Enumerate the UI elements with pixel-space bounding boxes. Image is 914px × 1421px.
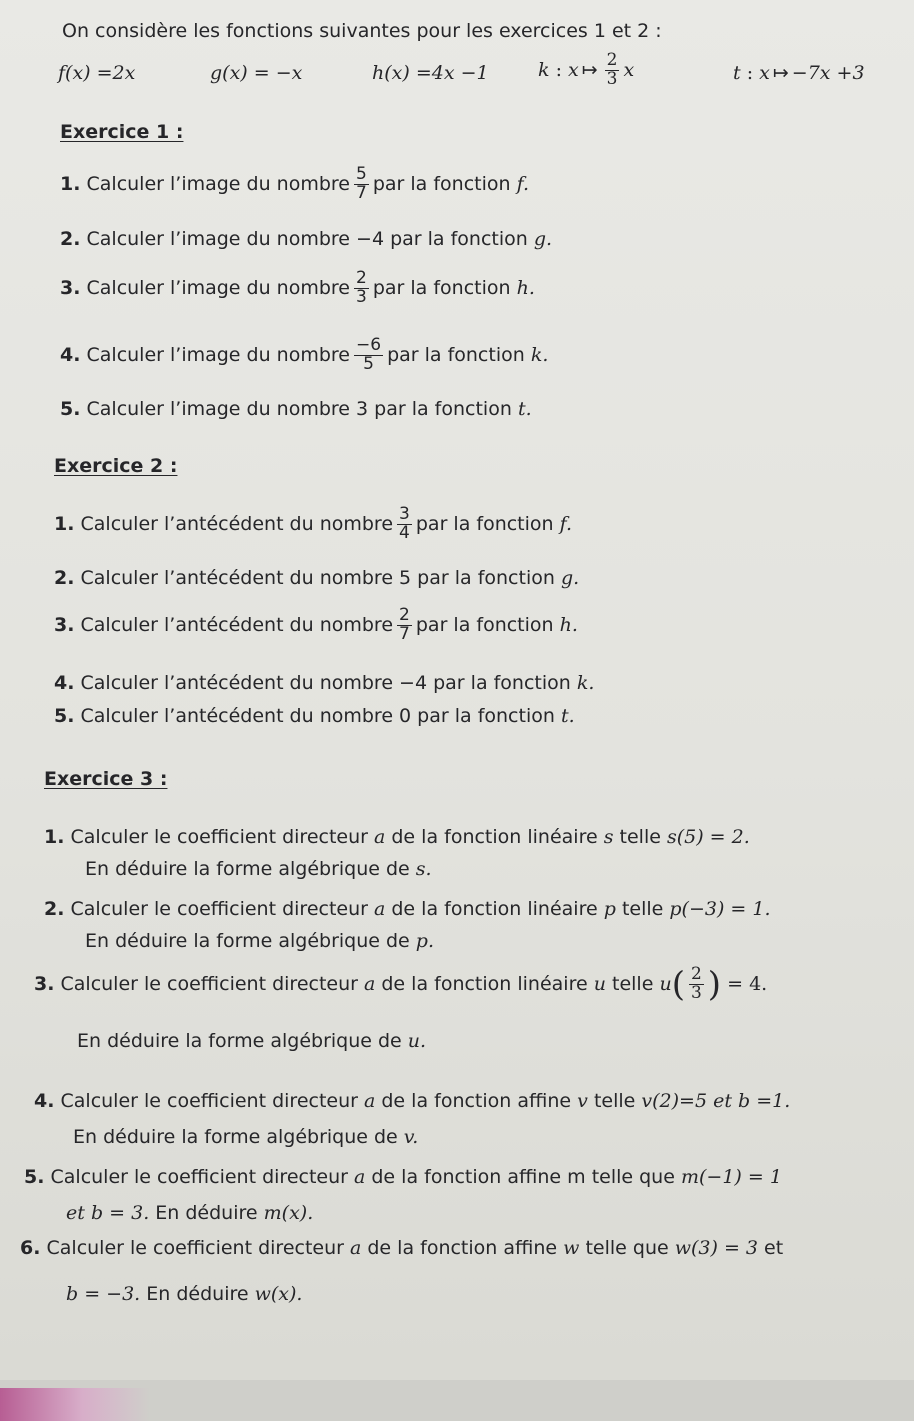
ex3-q1-mid: de la fonction linéaire: [391, 826, 598, 848]
g-rhs: −x: [275, 62, 303, 84]
ex3-q1-cond: s(5) = 2.: [666, 826, 750, 848]
function-k: [538, 52, 634, 89]
ex3-q3-mid: de la fonction linéaire: [381, 972, 588, 995]
ex3-q6-line2-b: b = −3.: [66, 1283, 141, 1305]
ex2-q1-num: 1.: [54, 512, 75, 535]
ex2-q3-before: Calculer l’antécédent du nombre: [80, 613, 394, 636]
ex2-q3-after: par la fonction: [415, 613, 554, 636]
ex3-q5-text: Calculer le coefficient directeur: [50, 1166, 348, 1188]
ex3-q3-cond-rest: = 4.: [727, 972, 768, 995]
ex1-q4-before: Calculer l’image du nombre: [86, 343, 350, 366]
ex3-q2-fn: p: [603, 898, 616, 920]
ex2-title: Exercice 2 :: [54, 455, 178, 477]
ex1-q3-frac-den: 3: [356, 286, 367, 307]
ex3-q4-mid: de la fonction affine: [381, 1090, 572, 1112]
ex3-q5-mid: de la fonction affine m telle que: [371, 1166, 675, 1188]
ex3-q5-line2-text: En déduire: [155, 1202, 258, 1224]
ex1-q1-frac-num: 5: [356, 164, 367, 184]
t-sep: :: [746, 62, 754, 84]
ex3-q4-telle: telle: [593, 1090, 636, 1112]
f-eq: =: [96, 62, 113, 84]
ex2-q1-frac-num: 3: [399, 504, 410, 524]
f-rhs: 2x: [112, 62, 136, 84]
ex3-q4: [34, 1090, 790, 1112]
ex3-q4-cond: v(2)=5: [641, 1090, 708, 1112]
ex3-q6-line2-expr: w(x).: [254, 1283, 303, 1305]
k-sep: :: [555, 58, 562, 81]
ex1-q3-after: par la fonction: [372, 276, 511, 299]
ex3-q3: [34, 966, 767, 1003]
ex1-q3-before: Calculer l’image du nombre: [86, 276, 350, 299]
ex3-q4-fn: v: [577, 1090, 588, 1112]
ex3-q5-line2-expr: m(x).: [263, 1202, 314, 1224]
ex1-q1: [60, 166, 529, 203]
ex3-q2-telle: telle: [621, 898, 664, 920]
left-paren: (: [671, 964, 685, 1005]
k-var: x: [568, 58, 579, 81]
ex1-q4-after: par la fonction: [387, 343, 525, 366]
ex3-q4-text: Calculer le coefficient directeur: [60, 1090, 358, 1112]
ex2-q5-num: 5.: [54, 705, 75, 727]
ex3-q1-line2: [85, 858, 432, 880]
function-g: [210, 62, 302, 84]
h-lhs: h(x): [372, 62, 410, 84]
ex3-q2-a: a: [374, 898, 386, 920]
ex3-q1-line2-text: En déduire la forme algébrique de: [85, 858, 410, 880]
ex3-q6: [20, 1237, 783, 1259]
ex1-q4-frac-den: 5: [363, 353, 374, 374]
ex3-q3-line2: [77, 1030, 426, 1052]
ex2-q5: [54, 705, 575, 727]
ex2-q4-fn: k.: [576, 672, 595, 694]
ex2-q2-fn: g.: [560, 567, 580, 589]
f-lhs: f(x): [58, 62, 91, 84]
ex1-q2-num: 2.: [60, 228, 81, 250]
ex3-q1-line2-fn: s.: [415, 858, 432, 880]
ex2-q1-before: Calculer l’antécédent du nombre: [80, 512, 394, 535]
g-eq: =: [253, 62, 270, 84]
ex3-q6-fn: w: [563, 1237, 580, 1259]
ex3-q2-cond: p(−3) = 1.: [669, 898, 771, 920]
ex1-q4-frac-num: −6: [356, 335, 382, 355]
ex1-q4-num: 4.: [60, 343, 81, 366]
ex2-q1-fn: f.: [559, 512, 573, 535]
ex2-q2-text: Calculer l’antécédent du nombre 5 par la fonction: [80, 567, 555, 589]
ex3-q5-a: a: [354, 1166, 366, 1188]
intro-text: On considère les fonctions suivantes pour les exercices 1 et 2 :: [62, 20, 662, 42]
ex3-q6-text: Calculer le coefficient directeur: [46, 1237, 344, 1259]
ex3-q5-line2-b: b = 3.: [90, 1202, 150, 1224]
ex2-q3-frac-num: 2: [399, 605, 410, 625]
ex3-q3-frac-den: 3: [690, 982, 702, 1003]
h-eq: =: [415, 62, 432, 84]
ex1-q1-fraction: [354, 166, 369, 203]
ex1-q5-text: Calculer l’image du nombre 3 par la fonction: [86, 398, 512, 420]
h-rhs: 4x −1: [431, 62, 489, 84]
t-name: t: [733, 62, 741, 84]
ex3-q6-line2: [66, 1283, 302, 1305]
k-frac-num: 2: [606, 50, 618, 70]
k-frac-den: 3: [606, 68, 618, 89]
ex3-q6-et: et: [764, 1237, 784, 1259]
ex2-q5-fn: t.: [560, 705, 575, 727]
ex3-q2: [44, 898, 771, 920]
ex1-q3-fn: h.: [516, 276, 535, 299]
ex3-q5-num: 5.: [24, 1166, 45, 1188]
ex3-q5-line2: [66, 1202, 313, 1224]
ex3-q1-a: a: [374, 826, 386, 848]
ex3-q6-telle: telle que: [585, 1237, 669, 1259]
ex3-q3-cond-fn: u: [659, 972, 672, 995]
ex1-q5-num: 5.: [60, 398, 81, 420]
function-h: [372, 62, 489, 84]
ex2-q3-fn: h.: [559, 613, 578, 636]
ex1-q3: [60, 270, 535, 307]
ex2-q4-text: Calculer l’antécédent du nombre −4 par la fonction: [80, 672, 571, 694]
ex3-q4-line2-text: En déduire la forme algébrique de: [73, 1126, 398, 1148]
ex2-q3: [54, 607, 578, 644]
ex1-q4-fraction: [354, 337, 383, 374]
ex1-q2: [60, 228, 552, 250]
ex3-q1-text: Calculer le coefficient directeur: [70, 826, 368, 848]
ex3-q6-cond: w(3) = 3: [674, 1237, 758, 1259]
ex2-q1-after: par la fonction: [415, 512, 554, 535]
ex1-q4-fn: k.: [530, 343, 549, 366]
mapsto-arrow-icon: ↦: [772, 62, 789, 84]
ex2-q1: [54, 506, 572, 543]
ex3-q1-num: 1.: [44, 826, 65, 848]
k-rhs: x: [623, 58, 635, 81]
ex3-q2-mid: de la fonction linéaire: [391, 898, 598, 920]
k-fraction: [605, 52, 620, 89]
right-paren: ): [707, 964, 722, 1005]
ex3-q4-line2-fn: v.: [403, 1126, 419, 1148]
ex1-q1-frac-den: 7: [356, 182, 367, 203]
ex3-q2-line2-text: En déduire la forme algébrique de: [85, 930, 410, 952]
ex3-q3-fraction: [689, 966, 704, 1003]
ex1-title: Exercice 1 :: [60, 121, 184, 143]
ex3-q3-line2-text: En déduire la forme algébrique de: [77, 1030, 402, 1052]
mapsto-arrow-icon: ↦: [581, 58, 598, 81]
ex3-q5-line2-et: et: [66, 1202, 85, 1224]
pink-paper-scrap: [0, 1388, 150, 1421]
ex3-q4-cond2: b =1.: [738, 1090, 791, 1112]
function-t: [733, 62, 865, 84]
ex3-q4-line2: [73, 1126, 418, 1148]
ex3-q1-telle: telle: [619, 826, 661, 848]
ex3-q3-a: a: [364, 972, 376, 995]
ex3-q6-a: a: [350, 1237, 362, 1259]
g-lhs: g(x): [210, 62, 248, 84]
ex1-q1-num: 1.: [60, 172, 81, 195]
ex3-q3-telle: telle: [612, 972, 654, 995]
ex1-q1-after: par la fonction: [372, 172, 511, 195]
ex2-q3-fraction: [397, 607, 412, 644]
ex1-q2-fn: g.: [533, 228, 553, 250]
ex2-q1-fraction: [397, 506, 412, 543]
ex3-q2-text: Calculer le coefficient directeur: [70, 898, 368, 920]
ex3-q1-fn: s: [603, 826, 614, 848]
ex2-q1-frac-den: 4: [399, 522, 410, 543]
ex1-q5: [60, 398, 532, 420]
ex3-q2-line2-fn: p.: [415, 930, 434, 952]
ex3-q3-num: 3.: [34, 972, 55, 995]
ex1-q3-fraction: [354, 270, 369, 307]
t-var: x: [759, 62, 770, 84]
ex1-q3-num: 3.: [60, 276, 81, 299]
ex2-q3-frac-den: 7: [399, 623, 410, 644]
ex3-q6-mid: de la fonction affine: [367, 1237, 558, 1259]
ex1-q2-text: Calculer l’image du nombre −4 par la fonction: [86, 228, 528, 250]
ex3-title: Exercice 3 :: [44, 768, 168, 790]
t-rhs: −7x +3: [791, 62, 865, 84]
ex3-q4-a: a: [364, 1090, 376, 1112]
ex3-q3-line2-fn: u.: [407, 1030, 427, 1052]
ex2-q4: [54, 672, 594, 694]
ex1-q1-before: Calculer l’image du nombre: [86, 172, 350, 195]
ex3-q6-line2-text: En déduire: [146, 1283, 249, 1305]
ex3-q2-num: 2.: [44, 898, 65, 920]
ex3-q3-frac-num: 2: [690, 964, 702, 984]
ex3-q3-fn: u: [593, 972, 606, 995]
ex3-q6-num: 6.: [20, 1237, 41, 1259]
ex3-q3-text: Calculer le coefficient directeur: [60, 972, 358, 995]
ex1-q1-fn: f.: [516, 172, 529, 195]
ex2-q2: [54, 567, 579, 589]
ex2-q4-num: 4.: [54, 672, 75, 694]
ex3-q5-cond: m(−1) = 1: [680, 1166, 782, 1188]
ex1-q5-fn: t.: [517, 398, 532, 420]
ex2-q2-num: 2.: [54, 567, 75, 589]
ex2-q3-num: 3.: [54, 613, 75, 636]
ex1-q3-frac-num: 2: [356, 268, 367, 288]
function-f: [58, 62, 135, 84]
ex1-q4: [60, 337, 548, 374]
ex3-q1: [44, 826, 750, 848]
k-name: k: [538, 58, 550, 81]
ex3-q2-line2: [85, 930, 434, 952]
ex3-q4-et: et: [713, 1090, 732, 1112]
ex3-q5: [24, 1166, 782, 1188]
ex2-q5-text: Calculer l’antécédent du nombre 0 par la fonction: [80, 705, 555, 727]
ex3-q4-num: 4.: [34, 1090, 55, 1112]
